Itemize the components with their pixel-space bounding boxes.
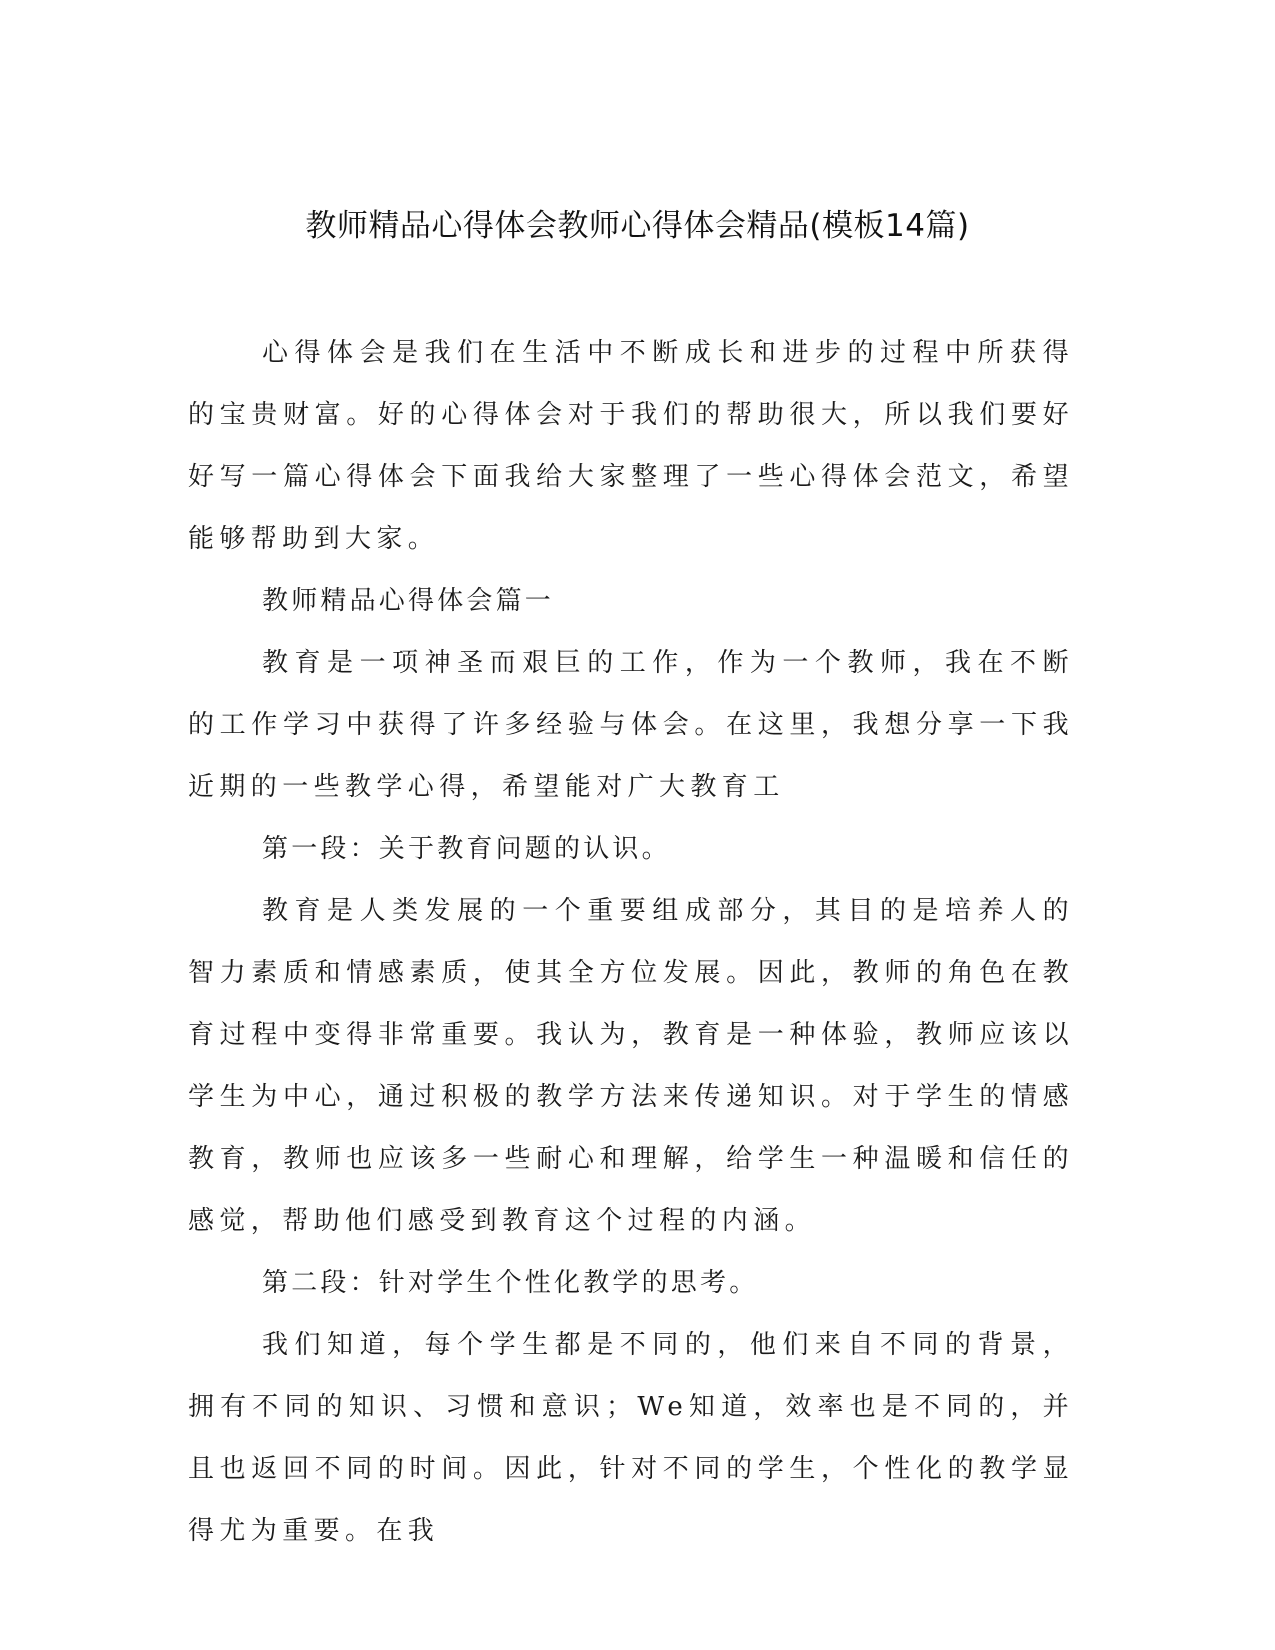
section-heading: 教师精品心得体会篇一 xyxy=(262,586,555,616)
subsection-heading: 第一段：关于教育问题的认识。 xyxy=(262,834,671,864)
subsection-heading: 第二段：针对学生个性化教学的思考。 xyxy=(262,1268,759,1298)
document-body xyxy=(188,322,1074,1562)
intro-paragraph: 心得体会是我们在生活中不断成长和进步的过程中所获得的宝贵财富。好的心得体会对于我们的帮助很大，所以我们要好好写一篇心得体会下面我给大家整理了一些心得体会范文，希望能够帮助到大家。 xyxy=(188,338,1074,554)
body-paragraph: 我们知道，每个学生都是不同的，他们来自不同的背景，拥有不同的知识、习惯和意识；We知道，效率也是不同的，并且也返回不同的时间。因此，针对不同的学生，个性化的教学显得尤为重要。在我 xyxy=(188,1330,1074,1546)
document-title: 教师精品心得体会教师心得体会精品(模板14篇) xyxy=(305,208,970,244)
body-paragraph: 教育是人类发展的一个重要组成部分，其目的是培养人的智力素质和情感素质，使其全方位发展。因此，教师的角色在教育过程中变得非常重要。我认为，教育是一种体验，教师应该以学生为中心，通过积极的教学方法来传递知识。对于学生的情感教育，教师也应该多一些耐心和理解，给学生一种温暖和信任的感觉，帮助他们感受到教育这个过程的内涵。 xyxy=(188,896,1074,1236)
body-paragraph: 教育是一项神圣而艰巨的工作，作为一个教师，我在不断的工作学习中获得了许多经验与体会。在这里，我想分享一下我近期的一些教学心得，希望能对广大教育工 xyxy=(188,648,1074,802)
